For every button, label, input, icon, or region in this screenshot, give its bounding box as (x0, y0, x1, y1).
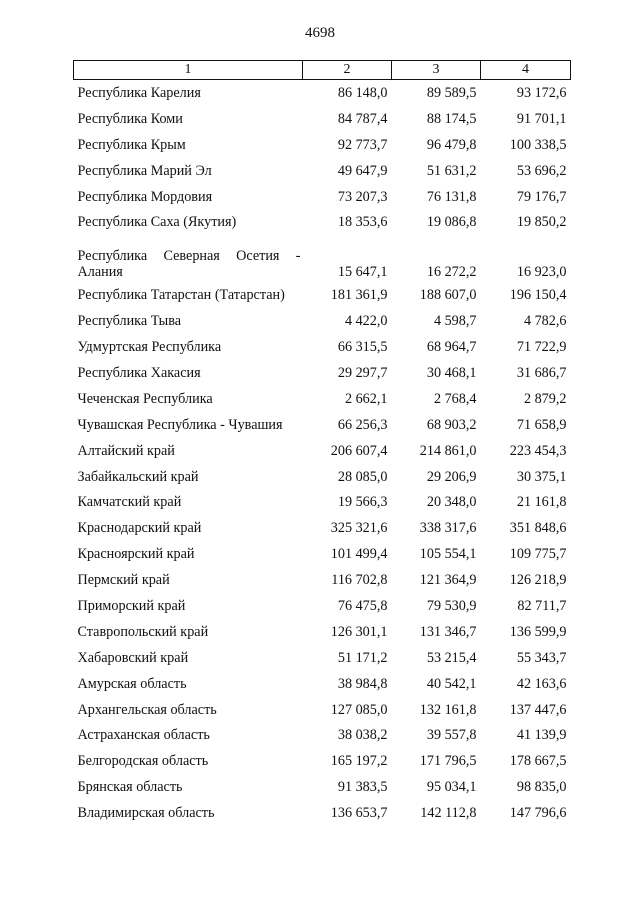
table-row (74, 282, 571, 308)
value-col-2: 51 171,2 (337, 649, 388, 666)
value-col-2: 126 301,1 (330, 623, 388, 640)
value-col-4: 79 176,7 (516, 188, 567, 205)
table-row (74, 619, 571, 645)
value-col-4: 196 150,4 (509, 287, 567, 304)
table-row (74, 438, 571, 464)
region-name: Республика Коми (77, 110, 183, 127)
value-col-3: 68 964,7 (426, 339, 477, 356)
region-name: Чеченская Республика (77, 390, 213, 407)
table-row (74, 671, 571, 697)
region-name: Республика Крым (77, 136, 186, 153)
table-row (74, 132, 571, 158)
table-row (74, 645, 571, 671)
region-name: Краснодарский край (77, 520, 202, 537)
value-col-2: 49 647,9 (337, 162, 388, 179)
value-col-2: 181 361,9 (330, 287, 388, 304)
value-col-4: 53 696,2 (516, 162, 567, 179)
table-body (74, 80, 571, 827)
value-col-2: 66 256,3 (337, 416, 388, 433)
value-col-2: 28 085,0 (337, 468, 388, 485)
table-row (74, 541, 571, 567)
value-col-3: 89 589,5 (426, 84, 477, 101)
table-row (74, 515, 571, 541)
region-name: Республика Карелия (77, 84, 201, 101)
value-col-3: 132 161,8 (419, 701, 477, 718)
value-col-4: 147 796,6 (509, 805, 567, 822)
value-col-3: 188 607,0 (419, 287, 477, 304)
value-col-4: 31 686,7 (516, 364, 567, 381)
table-row (74, 774, 571, 800)
region-name: Чувашская Республика - Чувашия (77, 416, 283, 433)
region-name: Приморский край (77, 597, 186, 614)
value-col-4: 109 775,7 (509, 546, 567, 563)
value-col-4: 2 879,2 (523, 390, 567, 407)
value-col-2: 86 148,0 (337, 84, 388, 101)
region-name: Белгородская область (77, 753, 209, 770)
region-name: Республика Тыва (77, 313, 182, 330)
value-col-4: 178 667,5 (509, 753, 567, 770)
value-col-3: 79 530,9 (426, 597, 477, 614)
value-col-4: 16 923,0 (516, 264, 567, 281)
region-name: Брянская область (77, 779, 183, 796)
value-col-4: 351 848,6 (509, 520, 567, 537)
value-col-2: 165 197,2 (330, 753, 388, 770)
value-col-3: 20 348,0 (426, 494, 477, 511)
region-name: Республика Саха (Якутия) (77, 214, 237, 231)
table-row (74, 800, 571, 826)
region-name: Ставропольский край (77, 623, 209, 640)
region-name: Забайкальский край (77, 468, 199, 485)
value-col-3: 88 174,5 (426, 110, 477, 127)
value-col-2: 2 662,1 (344, 390, 388, 407)
page-number: 4698 (305, 25, 335, 41)
region-name: Камчатский край (77, 494, 182, 511)
column-header: 1 (74, 61, 303, 80)
value-col-2: 38 984,8 (337, 675, 388, 692)
value-col-2: 15 647,1 (337, 264, 388, 281)
region-name: Удмуртская Республика (77, 339, 222, 356)
value-col-2: 66 315,5 (337, 339, 388, 356)
value-col-2: 116 702,8 (331, 572, 388, 589)
value-col-4: 223 454,3 (509, 442, 567, 459)
value-col-3: 30 468,1 (426, 364, 477, 381)
region-name: Пермский край (77, 572, 170, 589)
value-col-2: 127 085,0 (330, 701, 388, 718)
value-col-3: 40 542,1 (426, 675, 477, 692)
value-col-3: 214 861,0 (419, 442, 477, 459)
value-col-2: 136 653,7 (330, 805, 388, 822)
value-col-2: 38 038,2 (337, 727, 388, 744)
region-name: Амурская область (77, 675, 187, 692)
value-col-3: 16 272,2 (426, 264, 477, 281)
table-row (74, 209, 571, 235)
region-name: Республика Мордовия (77, 188, 213, 205)
region-name: Красноярский край (77, 546, 195, 563)
value-col-2: 4 422,0 (344, 313, 388, 330)
region-name-line-1: Республика Северная Осетия - (77, 248, 301, 265)
column-header: 4 (481, 61, 571, 80)
table-row (74, 697, 571, 723)
table-row (74, 722, 571, 748)
value-col-4: 30 375,1 (516, 468, 567, 485)
region-name (74, 235, 303, 282)
region-name: Республика Татарстан (Татарстан) (77, 287, 285, 304)
table-row (74, 567, 571, 593)
region-name: Республика Марий Эл (77, 162, 212, 179)
value-col-2: 18 353,6 (337, 214, 388, 231)
value-col-4: 21 161,8 (516, 494, 567, 511)
column-header: 3 (392, 61, 481, 80)
table-row (74, 235, 571, 282)
value-col-4: 126 218,9 (509, 572, 567, 589)
value-col-3: 76 131,8 (426, 188, 477, 205)
value-col-3: 51 631,2 (426, 162, 477, 179)
table-row (74, 106, 571, 132)
value-col-3: 19 086,8 (426, 214, 477, 231)
value-col-4: 136 599,9 (509, 623, 567, 640)
value-col-2: 19 566,3 (337, 494, 388, 511)
value-col-2: 73 207,3 (337, 188, 388, 205)
table-row (74, 464, 571, 490)
value-col-4: 100 338,5 (509, 136, 567, 153)
table-row (74, 334, 571, 360)
region-name: Хабаровский край (77, 649, 189, 666)
value-col-3: 105 554,1 (419, 546, 477, 563)
table-row (74, 748, 571, 774)
value-col-2: 76 475,8 (337, 597, 388, 614)
value-col-4: 19 850,2 (516, 214, 567, 231)
value-col-3: 121 364,9 (419, 572, 477, 589)
value-col-3: 142 112,8 (420, 805, 477, 822)
value-col-3: 68 903,2 (426, 416, 477, 433)
table-row (74, 184, 571, 210)
table-header (74, 61, 571, 80)
value-col-4: 41 139,9 (516, 727, 567, 744)
value-col-3: 29 206,9 (426, 468, 477, 485)
table-row (74, 412, 571, 438)
value-col-4: 42 163,6 (516, 675, 567, 692)
table-row (74, 360, 571, 386)
value-col-3: 39 557,8 (426, 727, 477, 744)
budget-table (73, 60, 571, 826)
value-col-3: 2 768,4 (433, 390, 477, 407)
value-col-4: 98 835,0 (516, 779, 567, 796)
value-col-2: 325 321,6 (330, 520, 388, 537)
table-row (74, 158, 571, 184)
table-row (74, 386, 571, 412)
value-col-3: 171 796,5 (419, 753, 477, 770)
table-row (74, 308, 571, 334)
value-col-4: 4 782,6 (523, 313, 567, 330)
region-name: Владимирская область (77, 805, 215, 822)
value-col-4: 93 172,6 (516, 84, 567, 101)
region-name-line-2: Алания (77, 264, 123, 281)
value-col-4: 71 658,9 (516, 416, 567, 433)
value-col-3: 131 346,7 (419, 623, 477, 640)
value-col-3: 95 034,1 (426, 779, 477, 796)
region-name: Алтайский край (77, 442, 175, 459)
value-col-4: 137 447,6 (509, 701, 567, 718)
value-col-2: 91 383,5 (337, 779, 388, 796)
value-col-2: 92 773,7 (337, 136, 388, 153)
column-header: 2 (303, 61, 392, 80)
value-col-3: 4 598,7 (433, 313, 477, 330)
table-row (74, 489, 571, 515)
value-col-2: 84 787,4 (337, 110, 388, 127)
value-col-3: 53 215,4 (426, 649, 477, 666)
value-col-2: 206 607,4 (330, 442, 388, 459)
region-name: Архангельская область (77, 701, 217, 718)
value-col-3: 338 317,6 (419, 520, 477, 537)
region-name: Республика Хакасия (77, 364, 201, 381)
value-col-4: 71 722,9 (516, 339, 567, 356)
value-col-2: 29 297,7 (337, 364, 388, 381)
value-col-4: 55 343,7 (516, 649, 567, 666)
table-row (74, 80, 571, 106)
value-col-2: 101 499,4 (330, 546, 388, 563)
value-col-3: 96 479,8 (426, 136, 477, 153)
table-row (74, 593, 571, 619)
region-name: Астраханская область (77, 727, 210, 744)
value-col-4: 82 711,7 (517, 597, 567, 614)
value-col-4: 91 701,1 (516, 110, 567, 127)
